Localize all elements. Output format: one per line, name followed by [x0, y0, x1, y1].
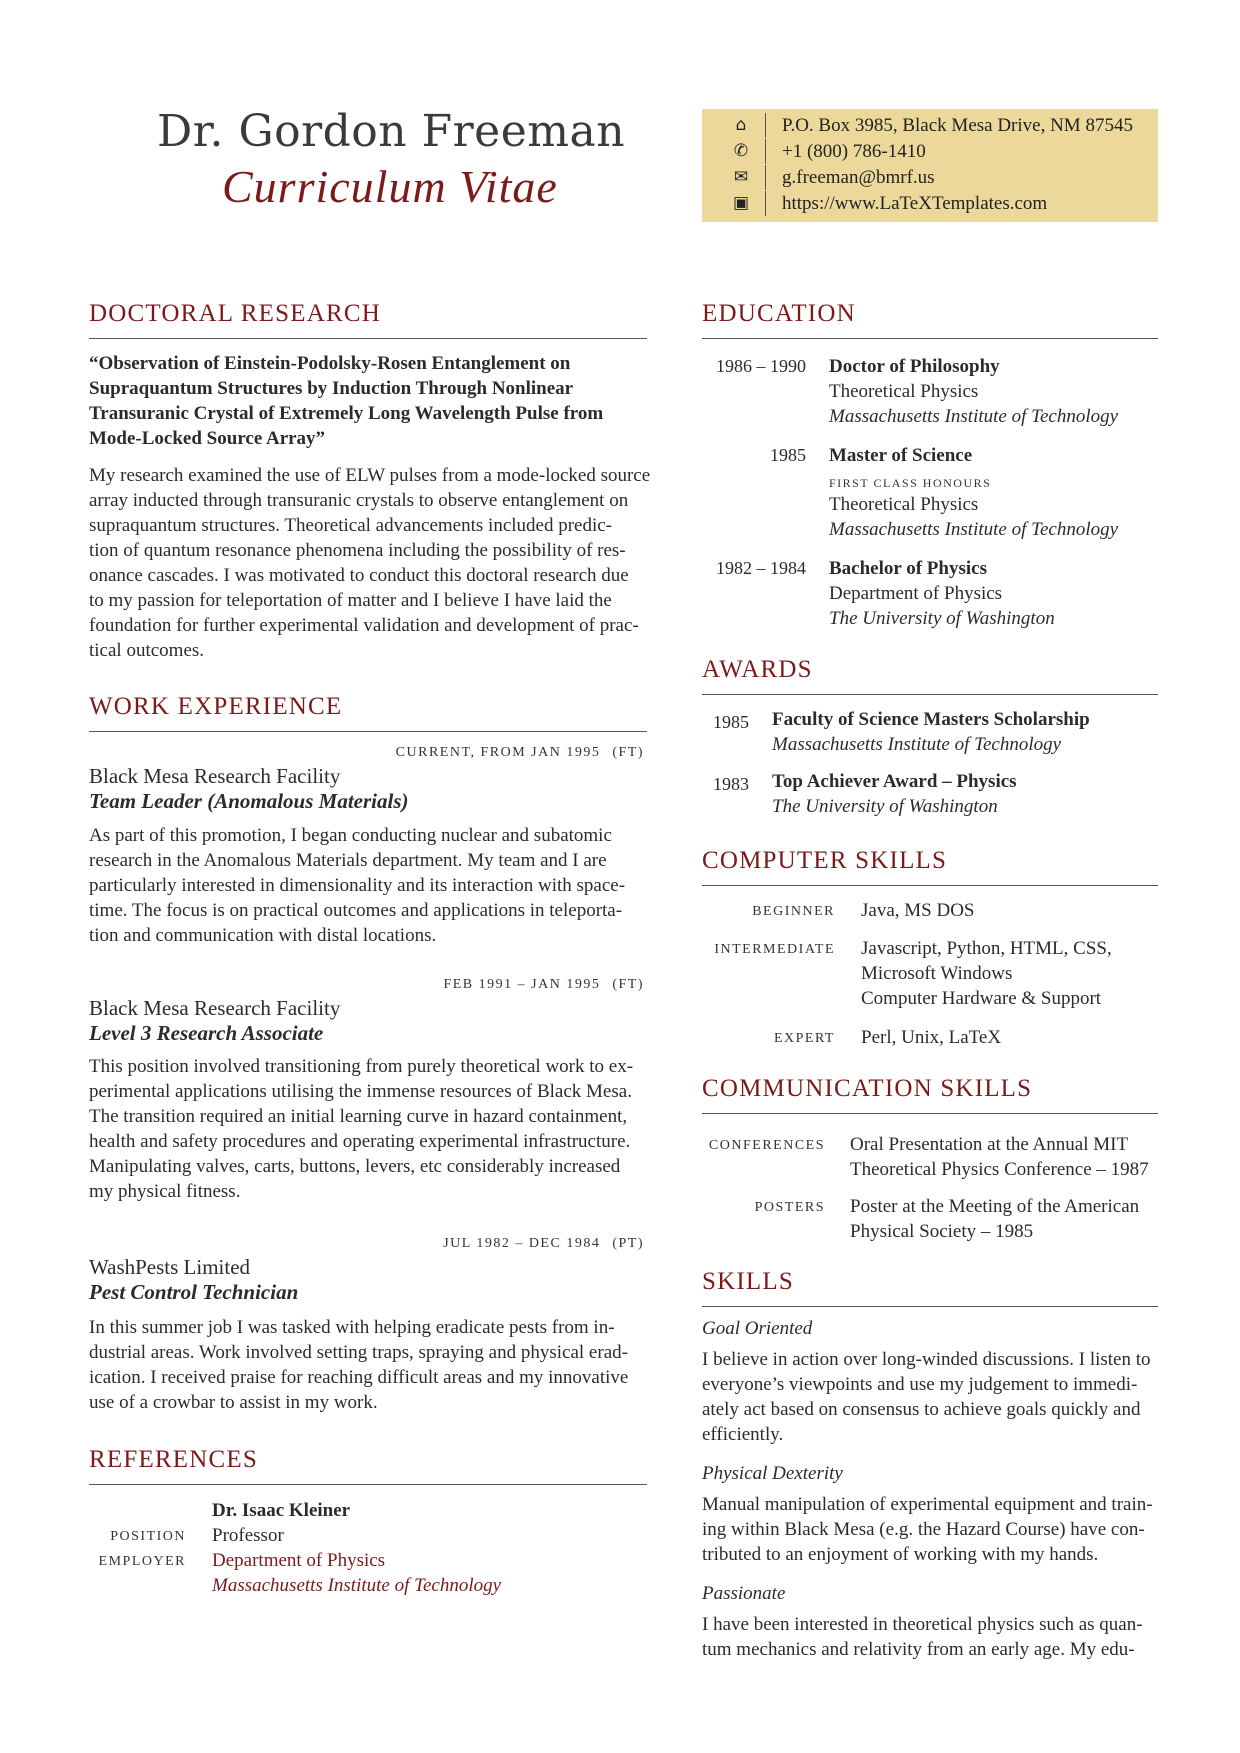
section-references: REFERENCES	[89, 1446, 258, 1473]
skill-level-value: Javascript, Python, HTML, CSS,	[861, 938, 1112, 959]
section-rule	[702, 694, 1158, 695]
skill-desc-line: tributed to an enjoyment of working with my hands.	[702, 1544, 1099, 1565]
education-field: Department of Physics	[829, 583, 1003, 604]
job-desc-line: The transition required an initial learning curve in hazard containment,	[89, 1106, 628, 1127]
page-title: Dr. Gordon Freeman	[157, 106, 626, 157]
education-field: Theoretical Physics	[829, 494, 979, 515]
research-title-line: Mode-Locked Source Array”	[89, 428, 326, 449]
job-desc-line: As part of this promotion, I began conducting nuclear and subatomic	[89, 825, 612, 846]
job-desc-line: health and safety procedures and operating experimental infrastructure.	[89, 1131, 631, 1152]
education-institution: Massachusetts Institute of Technology	[829, 519, 1119, 540]
research-body-line: array inducted through transuranic crystals to observe entanglement on	[89, 490, 629, 511]
job-role: Pest Control Technician	[89, 1280, 299, 1304]
research-title-line: “Observation of Einstein-Podolsky-Rosen Entanglement on	[89, 353, 571, 374]
skill-desc-line: ing within Black Mesa (e.g. the Hazard Course) have con-	[702, 1519, 1145, 1540]
section-doctoral-research: DOCTORAL RESEARCH	[89, 300, 381, 327]
skill-desc-line: I have been interested in theoretical physics such as quan-	[702, 1614, 1143, 1635]
envelope-icon: ✉	[733, 167, 749, 187]
job-desc-line: ication. I received praise for reaching difficult areas and my innovative	[89, 1367, 629, 1388]
education-institution: The University of Washington	[829, 608, 1055, 629]
contact-box	[702, 109, 1158, 222]
research-body-line: My research examined the use of ELW pulses from a mode-locked source	[89, 465, 651, 486]
job-employer: WashPests Limited	[89, 1255, 251, 1279]
skill-desc-line: efficiently.	[702, 1424, 784, 1445]
skill-name: Goal Oriented	[702, 1318, 813, 1339]
job-desc-line: Manipulating valves, carts, buttons, levers, etc considerably increased	[89, 1156, 621, 1177]
education-degree: Bachelor of Physics	[829, 558, 987, 579]
job-role: Level 3 Research Associate	[89, 1021, 324, 1045]
job-desc-line: tion and communication with distal locations.	[89, 925, 437, 946]
reference-position-label: POSITION	[110, 1529, 186, 1544]
comm-value: Physical Society – 1985	[850, 1221, 1034, 1242]
skill-level-value: Perl, Unix, LaTeX	[861, 1027, 1002, 1048]
education-years: 1982 – 1984	[716, 558, 806, 578]
job-desc-line: research in the Anomalous Materials department. My team and I are	[89, 850, 607, 871]
desktop-icon: ▣	[732, 193, 750, 213]
award-year: 1985	[713, 712, 749, 732]
skill-desc-line: everyone’s viewpoints and use my judgement to immedi-	[702, 1374, 1138, 1395]
award-institution: The University of Washington	[772, 796, 998, 817]
skill-level-value: Computer Hardware & Support	[861, 988, 1102, 1009]
section-rule	[702, 1306, 1158, 1307]
award-year: 1983	[713, 774, 749, 794]
job-desc-line: In this summer job I was tasked with helping eradicate pests from in-	[89, 1317, 615, 1338]
education-field: Theoretical Physics	[829, 381, 979, 402]
home-icon: ⌂	[735, 115, 747, 135]
research-title-line: Supraquantum Structures by Induction Through Nonlinear	[89, 378, 574, 399]
skill-desc-line: ately act based on consensus to achieve goals quickly and	[702, 1399, 1141, 1420]
research-body-line: tical outcomes.	[89, 640, 205, 661]
skill-desc-line: Manual manipulation of experimental equipment and train-	[702, 1494, 1153, 1515]
award-title: Faculty of Science Masters Scholarship	[772, 709, 1090, 730]
contact-address: ⌂ P.O. Box 3985, Black Mesa Drive, NM 87545	[702, 113, 1158, 138]
reference-name: Dr. Isaac Kleiner	[212, 1500, 351, 1521]
skill-level-label: EXPERT	[773, 1031, 835, 1046]
phone-icon: ✆	[733, 141, 749, 161]
education-years: 1986 – 1990	[716, 356, 806, 376]
job-date: FEB 1991 – JAN 1995 (FT)	[443, 977, 644, 992]
job-desc-line: dustrial areas. Work involved setting traps, spraying and physical erad-	[89, 1342, 628, 1363]
comm-value: Poster at the Meeting of the American	[850, 1196, 1140, 1217]
comm-label: CONFERENCES	[708, 1138, 825, 1153]
research-body-line: supraquantum structures. Theoretical advancements included predic-	[89, 515, 613, 536]
job-desc-line: particularly interested in dimensionality and its interaction with space-	[89, 875, 626, 896]
job-desc-line: use of a crowbar to assist in my work.	[89, 1392, 378, 1413]
contact-website[interactable]: ▣ https://www.LaTeXTemplates.com	[702, 191, 1158, 216]
job-desc-line: time. The focus is on practical outcomes and applications in teleporta-	[89, 900, 623, 921]
section-rule	[89, 731, 647, 732]
section-education: EDUCATION	[702, 300, 856, 327]
comm-label: POSTERS	[754, 1200, 825, 1215]
job-employer: Black Mesa Research Facility	[89, 764, 341, 788]
job-employer: Black Mesa Research Facility	[89, 996, 341, 1020]
skill-level-value: Microsoft Windows	[861, 963, 1013, 984]
job-desc-line: perimental applications utilising the immense resources of Black Mesa.	[89, 1081, 632, 1102]
award-title: Top Achiever Award – Physics	[772, 771, 1017, 792]
education-years: 1985	[770, 445, 806, 465]
reference-position: Professor	[212, 1525, 284, 1546]
education-degree: Doctor of Philosophy	[829, 356, 1000, 377]
job-desc-line: This position involved transitioning from purely theoretical work to ex-	[89, 1056, 634, 1077]
research-body-line: onance cascades. I was motivated to conduct this doctoral research due	[89, 565, 629, 586]
contact-phone: ✆ +1 (800) 786-1410	[702, 139, 1158, 164]
section-awards: AWARDS	[702, 656, 813, 683]
job-desc-line: my physical fitness.	[89, 1181, 241, 1202]
skill-desc-line: I believe in action over long-winded discussions. I listen to	[702, 1349, 1151, 1370]
skill-level-label: INTERMEDIATE	[714, 942, 835, 957]
section-communication-skills: COMMUNICATION SKILLS	[702, 1075, 1033, 1102]
section-computer-skills: COMPUTER SKILLS	[702, 847, 948, 874]
contact-email[interactable]: ✉ g.freeman@bmrf.us	[702, 165, 1158, 190]
education-degree: Master of Science	[829, 445, 973, 466]
job-role: Team Leader (Anomalous Materials)	[89, 789, 409, 813]
cv-subtitle: Curriculum Vitae	[222, 161, 558, 212]
research-body-line: tion of quantum resonance phenomena including the possibility of res-	[89, 540, 626, 561]
section-work-experience: WORK EXPERIENCE	[89, 693, 343, 720]
section-skills: SKILLS	[702, 1268, 794, 1295]
section-rule	[702, 1113, 1158, 1114]
award-institution: Massachusetts Institute of Technology	[772, 734, 1062, 755]
education-honours: FIRST CLASS HONOURS	[829, 476, 992, 490]
skill-level-value: Java, MS DOS	[861, 900, 975, 921]
comm-value: Theoretical Physics Conference – 1987	[850, 1159, 1149, 1180]
skill-desc-line: tum mechanics and relativity from an early age. My edu-	[702, 1639, 1135, 1660]
comm-value: Oral Presentation at the Annual MIT	[850, 1134, 1129, 1155]
reference-employer: Department of Physics	[212, 1550, 386, 1571]
education-institution: Massachusetts Institute of Technology	[829, 406, 1119, 427]
skill-name: Physical Dexterity	[702, 1463, 843, 1484]
research-body-line: to my passion for teleportation of matter and I believe I have laid the	[89, 590, 612, 611]
research-title-line: Transuranic Crystal of Extremely Long Wavelength Pulse from	[89, 403, 604, 424]
section-rule	[89, 1484, 647, 1485]
section-rule	[702, 885, 1158, 886]
job-date: JUL 1982 – DEC 1984 (PT)	[443, 1236, 644, 1251]
reference-institution: Massachusetts Institute of Technology	[212, 1575, 502, 1596]
research-body-line: foundation for further experimental validation and development of prac-	[89, 615, 639, 636]
skill-name: Passionate	[702, 1583, 786, 1604]
reference-employer-label: EMPLOYER	[98, 1554, 186, 1569]
job-date: CURRENT, FROM JAN 1995 (FT)	[395, 745, 644, 760]
section-rule	[89, 338, 647, 339]
skill-level-label: BEGINNER	[752, 904, 835, 919]
section-rule	[702, 338, 1158, 339]
